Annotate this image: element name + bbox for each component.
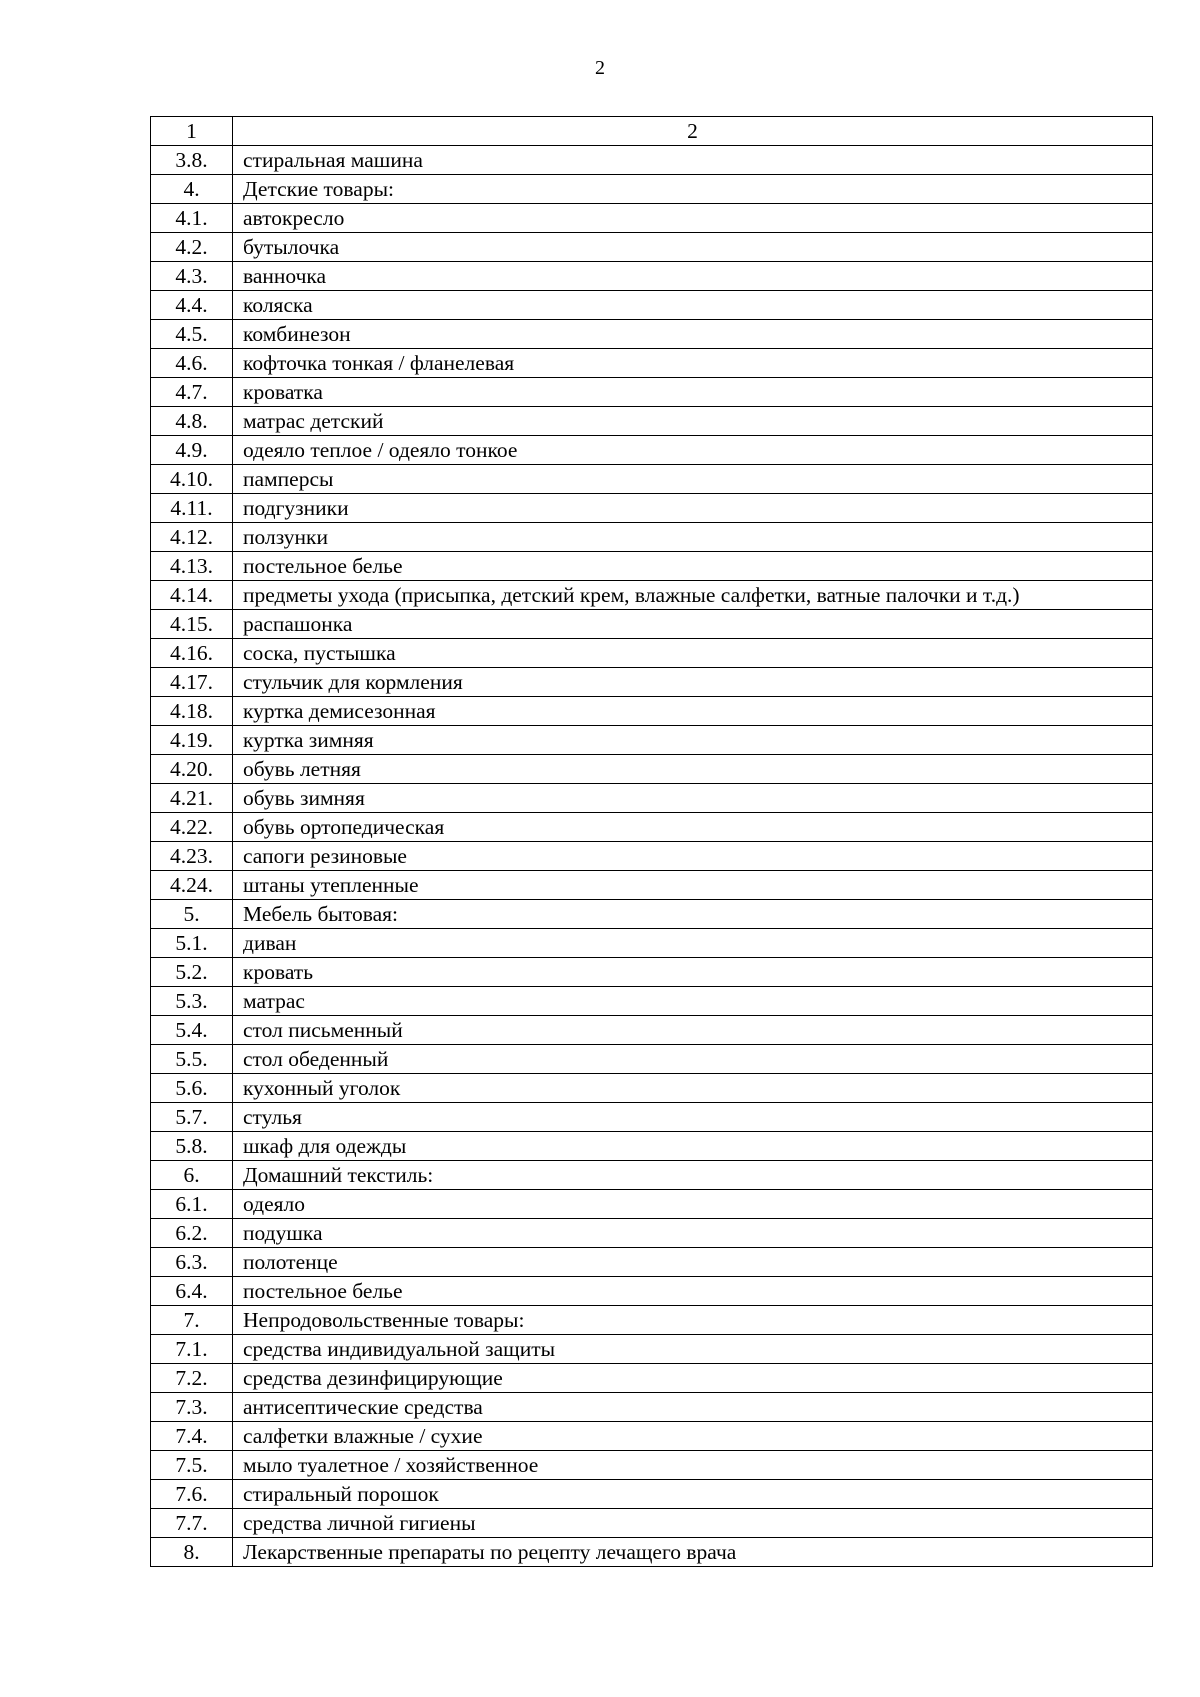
table-row <box>151 1451 1153 1480</box>
table-row <box>151 1132 1153 1161</box>
table-row <box>151 784 1153 813</box>
row-name-cell: куртка демисезонная <box>233 697 1153 726</box>
row-name-cell: полотенце <box>233 1248 1153 1277</box>
row-name-cell: кухонный уголок <box>233 1074 1153 1103</box>
page-number: 2 <box>595 57 605 79</box>
table-row <box>151 581 1153 610</box>
row-number-cell: 4.22. <box>151 813 233 842</box>
row-name-cell: Мебель бытовая: <box>233 900 1153 929</box>
row-number-cell: 6.3. <box>151 1248 233 1277</box>
items-table <box>150 116 1153 1567</box>
row-name-cell: средства индивидуальной защиты <box>233 1335 1153 1364</box>
row-name-cell: ползунки <box>233 523 1153 552</box>
table-row <box>151 552 1153 581</box>
row-number-cell: 4.23. <box>151 842 233 871</box>
row-name-cell: одеяло <box>233 1190 1153 1219</box>
table-row <box>151 726 1153 755</box>
row-name-cell: стол письменный <box>233 1016 1153 1045</box>
table-row <box>151 987 1153 1016</box>
row-number-cell: 4.1. <box>151 204 233 233</box>
table-row <box>151 1422 1153 1451</box>
table-row <box>151 1190 1153 1219</box>
row-number-cell: 7.5. <box>151 1451 233 1480</box>
row-name-cell: диван <box>233 929 1153 958</box>
row-number-cell: 6.1. <box>151 1190 233 1219</box>
table-row <box>151 958 1153 987</box>
row-name-cell: Домашний текстиль: <box>233 1161 1153 1190</box>
row-number-cell: 4.6. <box>151 349 233 378</box>
row-name-cell: подгузники <box>233 494 1153 523</box>
table-row <box>151 755 1153 784</box>
table-row <box>151 1161 1153 1190</box>
row-name-cell: шкаф для одежды <box>233 1132 1153 1161</box>
row-number-cell: 4.11. <box>151 494 233 523</box>
row-name-cell: кофточка тонкая / фланелевая <box>233 349 1153 378</box>
table-row <box>151 610 1153 639</box>
row-number-cell: 4.21. <box>151 784 233 813</box>
row-name-cell: стулья <box>233 1103 1153 1132</box>
row-number-cell: 7.3. <box>151 1393 233 1422</box>
row-number-cell: 3.8. <box>151 146 233 175</box>
row-number-cell: 5.3. <box>151 987 233 1016</box>
table-row <box>151 1219 1153 1248</box>
row-number-cell: 4.4. <box>151 291 233 320</box>
table-row <box>151 407 1153 436</box>
table-row <box>151 1277 1153 1306</box>
row-name-cell: коляска <box>233 291 1153 320</box>
row-name-cell: ванночка <box>233 262 1153 291</box>
row-number-cell: 4.14. <box>151 581 233 610</box>
table-row <box>151 842 1153 871</box>
table-row <box>151 1306 1153 1335</box>
row-number-cell: 5.5. <box>151 1045 233 1074</box>
table-row <box>151 1538 1153 1567</box>
row-number-cell: 6.4. <box>151 1277 233 1306</box>
table-row <box>151 320 1153 349</box>
table-row <box>151 900 1153 929</box>
table-row <box>151 378 1153 407</box>
table-row <box>151 465 1153 494</box>
row-name-cell: распашонка <box>233 610 1153 639</box>
table-row <box>151 233 1153 262</box>
table-row <box>151 1509 1153 1538</box>
row-number-cell: 5.1. <box>151 929 233 958</box>
row-number-cell: 4.3. <box>151 262 233 291</box>
row-number-cell: 7.6. <box>151 1480 233 1509</box>
row-name-cell: одеяло теплое / одеяло тонкое <box>233 436 1153 465</box>
row-name-cell: стиральная машина <box>233 146 1153 175</box>
table-row <box>151 668 1153 697</box>
column-header-2: 2 <box>233 117 1153 146</box>
row-name-cell: Непродовольственные товары: <box>233 1306 1153 1335</box>
table-row <box>151 929 1153 958</box>
row-number-cell: 8. <box>151 1538 233 1567</box>
row-number-cell: 4.10. <box>151 465 233 494</box>
row-name-cell: матрас детский <box>233 407 1153 436</box>
row-name-cell: стульчик для кормления <box>233 668 1153 697</box>
table-row <box>151 1248 1153 1277</box>
row-name-cell: обувь ортопедическая <box>233 813 1153 842</box>
row-number-cell: 4.16. <box>151 639 233 668</box>
row-number-cell: 7.4. <box>151 1422 233 1451</box>
row-number-cell: 7.1. <box>151 1335 233 1364</box>
row-name-cell: кровать <box>233 958 1153 987</box>
table-row <box>151 1045 1153 1074</box>
row-name-cell: салфетки влажные / сухие <box>233 1422 1153 1451</box>
table-row <box>151 1103 1153 1132</box>
table-row <box>151 1335 1153 1364</box>
row-number-cell: 7.7. <box>151 1509 233 1538</box>
row-number-cell: 6. <box>151 1161 233 1190</box>
table-row <box>151 494 1153 523</box>
table-row <box>151 523 1153 552</box>
row-number-cell: 5.6. <box>151 1074 233 1103</box>
table-row <box>151 639 1153 668</box>
table-row <box>151 871 1153 900</box>
row-number-cell: 4.2. <box>151 233 233 262</box>
column-header-1: 1 <box>151 117 233 146</box>
row-number-cell: 7.2. <box>151 1364 233 1393</box>
row-number-cell: 4.20. <box>151 755 233 784</box>
row-number-cell: 4.9. <box>151 436 233 465</box>
row-name-cell: кроватка <box>233 378 1153 407</box>
row-name-cell: штаны утепленные <box>233 871 1153 900</box>
row-number-cell: 4.5. <box>151 320 233 349</box>
table-row <box>151 146 1153 175</box>
row-name-cell: бутылочка <box>233 233 1153 262</box>
table-header-row <box>151 117 1153 146</box>
row-number-cell: 5.8. <box>151 1132 233 1161</box>
row-name-cell: постельное белье <box>233 552 1153 581</box>
row-name-cell: Детские товары: <box>233 175 1153 204</box>
table-row <box>151 813 1153 842</box>
row-number-cell: 4.24. <box>151 871 233 900</box>
row-name-cell: сапоги резиновые <box>233 842 1153 871</box>
row-number-cell: 5.2. <box>151 958 233 987</box>
table-row <box>151 175 1153 204</box>
row-name-cell: автокресло <box>233 204 1153 233</box>
table-body <box>151 117 1153 1567</box>
row-number-cell: 4.13. <box>151 552 233 581</box>
row-number-cell: 4.8. <box>151 407 233 436</box>
row-number-cell: 4.12. <box>151 523 233 552</box>
table-row <box>151 349 1153 378</box>
table-row <box>151 697 1153 726</box>
table-row <box>151 436 1153 465</box>
table-row <box>151 1364 1153 1393</box>
row-name-cell: комбинезон <box>233 320 1153 349</box>
row-name-cell: средства личной гигиены <box>233 1509 1153 1538</box>
row-number-cell: 5.4. <box>151 1016 233 1045</box>
row-name-cell: постельное белье <box>233 1277 1153 1306</box>
row-number-cell: 7. <box>151 1306 233 1335</box>
row-name-cell: куртка зимняя <box>233 726 1153 755</box>
row-number-cell: 4.17. <box>151 668 233 697</box>
row-number-cell: 4.18. <box>151 697 233 726</box>
table-row <box>151 1074 1153 1103</box>
row-name-cell: предметы ухода (присыпка, детский крем, влажные салфетки, ватные палочки и т.д.) <box>233 581 1153 610</box>
table-row <box>151 1016 1153 1045</box>
row-name-cell: соска, пустышка <box>233 639 1153 668</box>
row-name-cell: матрас <box>233 987 1153 1016</box>
table-row <box>151 1480 1153 1509</box>
row-number-cell: 4.19. <box>151 726 233 755</box>
row-name-cell: средства дезинфицирующие <box>233 1364 1153 1393</box>
row-name-cell: антисептические средства <box>233 1393 1153 1422</box>
row-number-cell: 5. <box>151 900 233 929</box>
row-number-cell: 4.7. <box>151 378 233 407</box>
row-name-cell: мыло туалетное / хозяйственное <box>233 1451 1153 1480</box>
row-name-cell: стиральный порошок <box>233 1480 1153 1509</box>
row-number-cell: 6.2. <box>151 1219 233 1248</box>
row-name-cell: стол обеденный <box>233 1045 1153 1074</box>
row-name-cell: подушка <box>233 1219 1153 1248</box>
row-name-cell: Лекарственные препараты по рецепту лечащего врача <box>233 1538 1153 1567</box>
row-number-cell: 5.7. <box>151 1103 233 1132</box>
table-row <box>151 291 1153 320</box>
row-name-cell: памперсы <box>233 465 1153 494</box>
row-number-cell: 4. <box>151 175 233 204</box>
row-number-cell: 4.15. <box>151 610 233 639</box>
table-row <box>151 262 1153 291</box>
row-name-cell: обувь летняя <box>233 755 1153 784</box>
table-row <box>151 1393 1153 1422</box>
table-row <box>151 204 1153 233</box>
row-name-cell: обувь зимняя <box>233 784 1153 813</box>
